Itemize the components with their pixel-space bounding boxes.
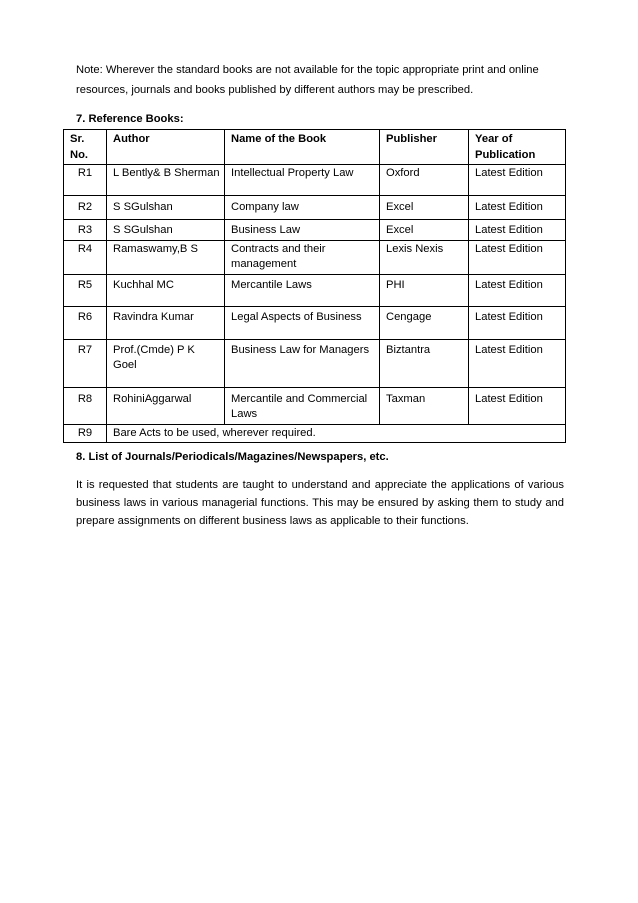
- cell-book: Intellectual Property Law: [225, 165, 380, 196]
- cell-author: S SGulshan: [107, 196, 225, 220]
- table-row: [64, 220, 566, 241]
- cell-sr: R2: [64, 196, 107, 220]
- col-header-author: Author: [107, 130, 225, 165]
- cell-publisher: Biztantra: [380, 339, 469, 387]
- table-row: [64, 424, 566, 443]
- cell-year: Latest Edition: [469, 240, 566, 274]
- col-header-book: Name of the Book: [225, 130, 380, 165]
- cell-book: Business Law: [225, 220, 380, 241]
- cell-sr: R8: [64, 387, 107, 424]
- table-row: [64, 306, 566, 339]
- cell-year: Latest Edition: [469, 165, 566, 196]
- cell-publisher: Cengage: [380, 306, 469, 339]
- table-header-row: [64, 130, 566, 165]
- cell-year: Latest Edition: [469, 274, 566, 306]
- cell-sr: R1: [64, 165, 107, 196]
- journals-paragraph: It is requested that students are taught to understand and appreciate the applications of various business laws in various managerial functions. This may be ensured by asking them to study and prepare assignments on different business laws as applicable to their functions.: [76, 479, 564, 527]
- cell-book: Company law: [225, 196, 380, 220]
- cell-publisher: Excel: [380, 220, 469, 241]
- cell-sr: R3: [64, 220, 107, 241]
- cell-author: RohiniAggarwal: [107, 387, 225, 424]
- col-header-year: Year of Publication: [469, 130, 566, 165]
- reference-books-table: [63, 129, 566, 443]
- cell-sr: R4: [64, 240, 107, 274]
- table-row: [64, 240, 566, 274]
- cell-book: Mercantile and Commercial Laws: [225, 387, 380, 424]
- cell-sr: R5: [64, 274, 107, 306]
- note-text: Note: Wherever the standard books are not available for the topic appropriate print and online resources, journals and books published by different authors may be prescribed.: [76, 64, 539, 96]
- cell-year: Latest Edition: [469, 220, 566, 241]
- cell-publisher: PHI: [380, 274, 469, 306]
- cell-publisher: Taxman: [380, 387, 469, 424]
- cell-year: Latest Edition: [469, 387, 566, 424]
- cell-book: Contracts and their management: [225, 240, 380, 274]
- col-header-sr: Sr. No.: [64, 130, 107, 165]
- cell-sr: R9: [64, 424, 107, 443]
- cell-year: Latest Edition: [469, 196, 566, 220]
- table-row: [64, 339, 566, 387]
- cell-publisher: Excel: [380, 196, 469, 220]
- col-header-publisher: Publisher: [380, 130, 469, 165]
- cell-sr: R6: [64, 306, 107, 339]
- cell-publisher: Oxford: [380, 165, 469, 196]
- cell-author: S SGulshan: [107, 220, 225, 241]
- cell-author: Prof.(Cmde) P K Goel: [107, 339, 225, 387]
- cell-book: Legal Aspects of Business: [225, 306, 380, 339]
- journals-heading: 8. List of Journals/Periodicals/Magazines/Newspapers, etc.: [76, 451, 389, 463]
- cell-publisher: Lexis Nexis: [380, 240, 469, 274]
- cell-author: Ramaswamy,B S: [107, 240, 225, 274]
- cell-sr: R7: [64, 339, 107, 387]
- cell-book: Mercantile Laws: [225, 274, 380, 306]
- cell-bare-acts-note: Bare Acts to be used, wherever required.: [107, 424, 566, 443]
- cell-year: Latest Edition: [469, 339, 566, 387]
- table-row: [64, 274, 566, 306]
- cell-book: Business Law for Managers: [225, 339, 380, 387]
- reference-books-heading: 7. Reference Books:: [76, 113, 184, 125]
- cell-author: L Bently& B Sherman: [107, 165, 225, 196]
- cell-year: Latest Edition: [469, 306, 566, 339]
- cell-author: Kuchhal MC: [107, 274, 225, 306]
- table-row: [64, 387, 566, 424]
- table-row: [64, 165, 566, 196]
- cell-author: Ravindra Kumar: [107, 306, 225, 339]
- table-row: [64, 196, 566, 220]
